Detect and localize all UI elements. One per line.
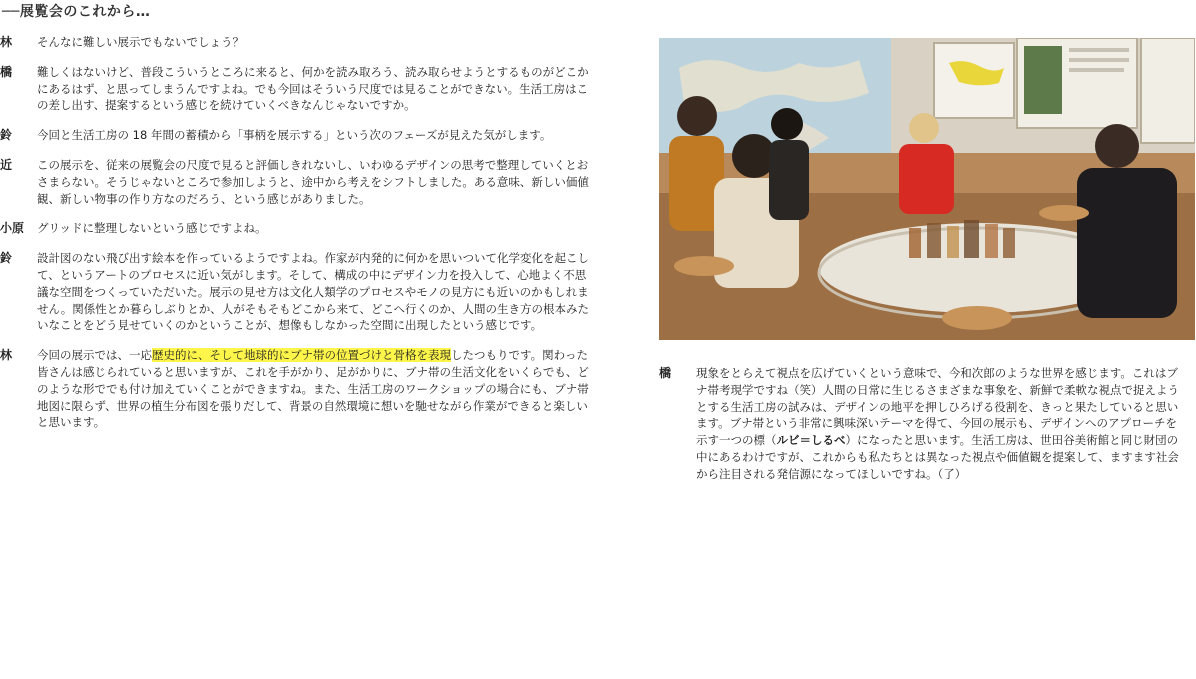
dialogue-turn [0,64,600,114]
discussion-photo [659,38,1195,340]
dialogue-column [0,34,600,444]
speaker-name: 鈴 [0,251,13,266]
utterance-text-part: したつもりです。関わった皆さんは感じられていると思いますが、これを手がかり、足がかりに、ブナ帯の生活文化をいくらでも、どのような形ででも付け加えていくことができますね。また、生活工房のワークショップの場合にも、ブナ帯地図に限らず、世界の植生分布図を張りだして、背景の自然環境に想いを馳せながら作業ができると楽しいと思います。 [37,348,589,430]
utterance-text-part: 現象をとらえて視点を広げていくという意味で、今和次郎のような世界を感じます。これはブナ帯考現学ですね（笑）人間の日常に生じるさまざまな事象を、新鮮で柔軟な視点で捉えようとする生活工房の試みは、デザインの地平を押しひろげる役割を、きっと果たしていると思います。ブナ帯という非常に興味深いテーマを得て、今回の展示も、デザインへのアプローチを示す一つの標（ [696,366,1179,448]
speaker-name: 林 [0,348,13,363]
page-heading: ──展覧会のこれから… [2,4,151,20]
speaker-name: 鈴 [0,128,13,143]
utterance-text: 設計図のない飛び出す絵本を作っているようですよね。作家が内発的に何かを思いついて化学変化を起こして、というアートのプロセスに近い気がします。そして、構成の中にデザイン力を投入して、心地よく不思議な空間をつくっていただいた。展示の見せ方は文化人類学のプロセスやモノの見方にも近いのかもしれません。関係性とか暮らしぶりとか、人がそもそもどこから来て、どこへ行くのか、人間の生き方の根本みたいなことをどう見せていくのかということが、想像もしなかった空間に出現したという感じです。 [37,251,589,333]
utterance-text-part: ）になったと思います。生活工房は、世田谷美術館と同じ財団の中にあるわけですが、これからも私たちとは異なった視点や価値観を提案して、ますます社会から注目される発信源になってほしいですね。（了） [696,433,1179,481]
utterance-text-part: 今回の展示では、一応 [37,348,152,363]
dialogue-turn [0,220,600,237]
utterance-text: 今回と生活工房の 18 年間の蓄積から「事柄を展示する」という次のフェーズが見えた気がします。 [37,128,552,143]
highlighted-text: 歴史的に、そして地球的にブナ帯の位置づけと骨格を表現 [152,348,451,363]
speaker-name: 小原 [0,221,25,236]
speaker-name: 橋 [0,64,13,79]
ruby-annotation: ルビ＝しるべ [776,433,846,448]
dialogue-turn [0,34,600,51]
dialogue-turn [0,347,600,431]
utterance-text: グリッドに整理しないという感じですよね。 [37,221,267,236]
utterance-text [696,365,1188,483]
utterance-text [37,347,597,431]
speaker-name: 近 [0,157,13,172]
dialogue-turn [0,127,600,144]
speaker-name: 橋 [659,366,672,380]
dialogue-turn [659,365,1195,483]
speaker-name: 林 [0,35,13,49]
utterance-text: この展示を、従来の展覧会の尺度で見ると評価しきれないし、いわゆるデザインの思考で整理していくとおさまらない。そうじゃないところで参加しようと、途中から考えをシフトしました。ある意味、新しい価値観、新しい物事の作り方なのだろう、という感じがありました。 [37,157,589,206]
closing-remarks [659,365,1195,496]
dialogue-turn [0,250,600,334]
dialogue-turn [0,157,600,207]
utterance-text: そんなに難しい展示でもないでしょう？ [37,35,244,49]
utterance-text: 難しくはないけど、普段こういうところに来ると、何かを読み取ろう、読み取らせようとするものがどこかにあるはず、と思ってしまうんですよね。でも今回はそういう尺度では見ることができない。生活工房はこの差し出す、提案するという感じを続けていくべきなんじゃないですか。 [37,64,589,113]
photo-illustration [659,38,1195,340]
